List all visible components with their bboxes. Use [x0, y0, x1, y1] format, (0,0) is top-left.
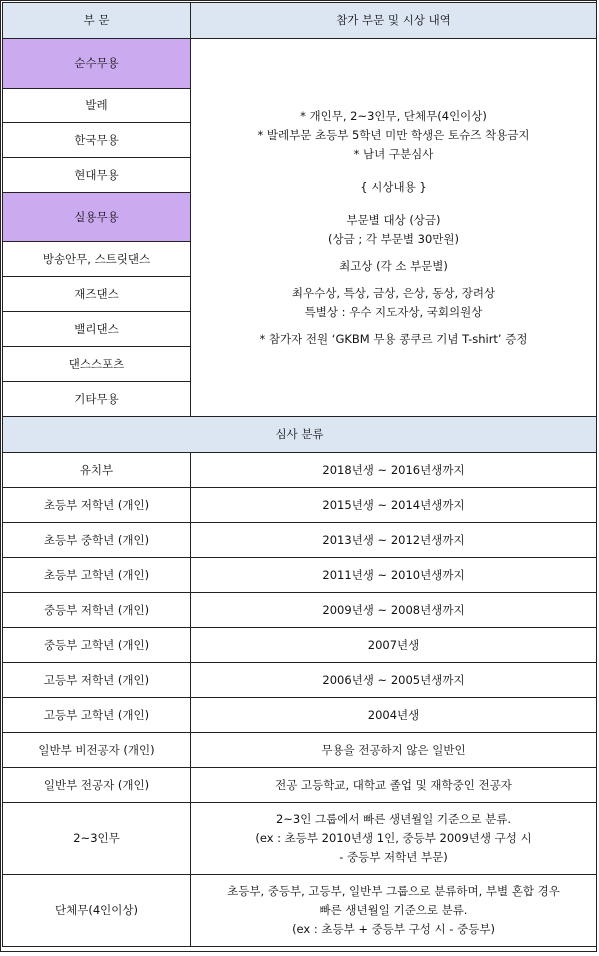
- judging-desc: 2015년생 ~ 2014년생까지: [191, 488, 597, 523]
- judging-desc: 2009년생 ~ 2008년생까지: [191, 593, 597, 628]
- desc-line: (ex : 초등부 + 중등부 구성 시 - 중등부): [292, 922, 495, 936]
- division-cell: 현대무용: [3, 158, 191, 193]
- desc-line: 2~3인 그룹에서 빠른 생년월일 기준으로 분류.: [275, 812, 512, 826]
- judging-title: 심사 분류: [3, 417, 597, 453]
- top-prize-line: 최고상 (각 소 부문별): [339, 258, 448, 273]
- judging-category: 초등부 중학년 (개인): [3, 523, 191, 558]
- judging-category: 유치부: [3, 453, 191, 488]
- judging-category: 2~3인무: [3, 803, 191, 875]
- judging-category: 일반부 전공자 (개인): [3, 768, 191, 803]
- division-cell: 순수무용: [3, 39, 191, 89]
- grand-prize-line: (상금 ; 각 부문별 30만원): [328, 231, 459, 246]
- competition-table: [2, 2, 597, 947]
- judging-desc: 2006년생 ~ 2005년생까지: [191, 663, 597, 698]
- desc-line: (ex : 초등부 2010년생 1인, 중등부 2009년생 구성 시: [255, 831, 532, 845]
- rule-line: * 남녀 구분심사: [353, 146, 434, 161]
- judging-desc: 전공 고등학교, 대학교 졸업 및 재학중인 전공자: [191, 768, 597, 803]
- judging-desc: 2007년생: [191, 628, 597, 663]
- prize-line: 최우수상, 특상, 금상, 은상, 동상, 장려상: [291, 285, 496, 300]
- division-cell: 방송안무, 스트릿댄스: [3, 242, 191, 277]
- judging-desc: 무용을 전공하지 않은 일반인: [191, 733, 597, 768]
- division-cell: 밸리댄스: [3, 312, 191, 347]
- division-cell: 발레: [3, 89, 191, 123]
- judging-desc: 2011년생 ~ 2010년생까지: [191, 558, 597, 593]
- prize-line: 특별상 : 우수 지도자상, 국회의원상: [304, 304, 483, 319]
- rule-line: * 개인무, 2~3인무, 단체무(4인이상): [300, 108, 487, 123]
- grand-prize-line: 부문별 대상 (상금): [346, 212, 441, 227]
- division-cell: 재즈댄스: [3, 277, 191, 312]
- judging-category: 일반부 비전공자 (개인): [3, 733, 191, 768]
- judging-category: 단체무(4인이상): [3, 875, 191, 947]
- judging-category: 중등부 저학년 (개인): [3, 593, 191, 628]
- division-cell: 한국무용: [3, 123, 191, 158]
- judging-desc: [191, 803, 597, 875]
- awards-cell: [191, 39, 597, 417]
- judging-category: 고등부 저학년 (개인): [3, 663, 191, 698]
- judging-desc: [191, 875, 597, 947]
- judging-category: 초등부 저학년 (개인): [3, 488, 191, 523]
- division-cell: 댄스스포츠: [3, 347, 191, 382]
- desc-line: 빠른 생년월일 기준으로 분류.: [319, 903, 468, 917]
- tshirt-line: * 참가자 전원 ‘GKBM 무용 콩쿠르 기념 T-shirt’ 증정: [259, 331, 528, 346]
- desc-line: - 중등부 저학년 부문): [339, 850, 448, 864]
- judging-category: 고등부 고학년 (개인): [3, 698, 191, 733]
- header-division: 부 문: [3, 3, 191, 39]
- rule-line: * 발레부문 초등부 5학년 미만 학생은 토슈즈 착용금지: [257, 127, 530, 142]
- header-awards: 참가 부문 및 시상 내역: [191, 3, 597, 39]
- judging-category: 중등부 고학년 (개인): [3, 628, 191, 663]
- judging-desc: 2013년생 ~ 2012년생까지: [191, 523, 597, 558]
- judging-desc: 2004년생: [191, 698, 597, 733]
- desc-line: 초등부, 중등부, 고등부, 일반부 그룹으로 분류하며, 부별 혼합 경우: [227, 884, 560, 898]
- judging-category: 초등부 고학년 (개인): [3, 558, 191, 593]
- division-cell: 기타무용: [3, 382, 191, 417]
- division-cell: 실용무용: [3, 193, 191, 242]
- awards-section-title: { 시상내용 }: [360, 179, 427, 194]
- judging-desc: 2018년생 ~ 2016년생까지: [191, 453, 597, 488]
